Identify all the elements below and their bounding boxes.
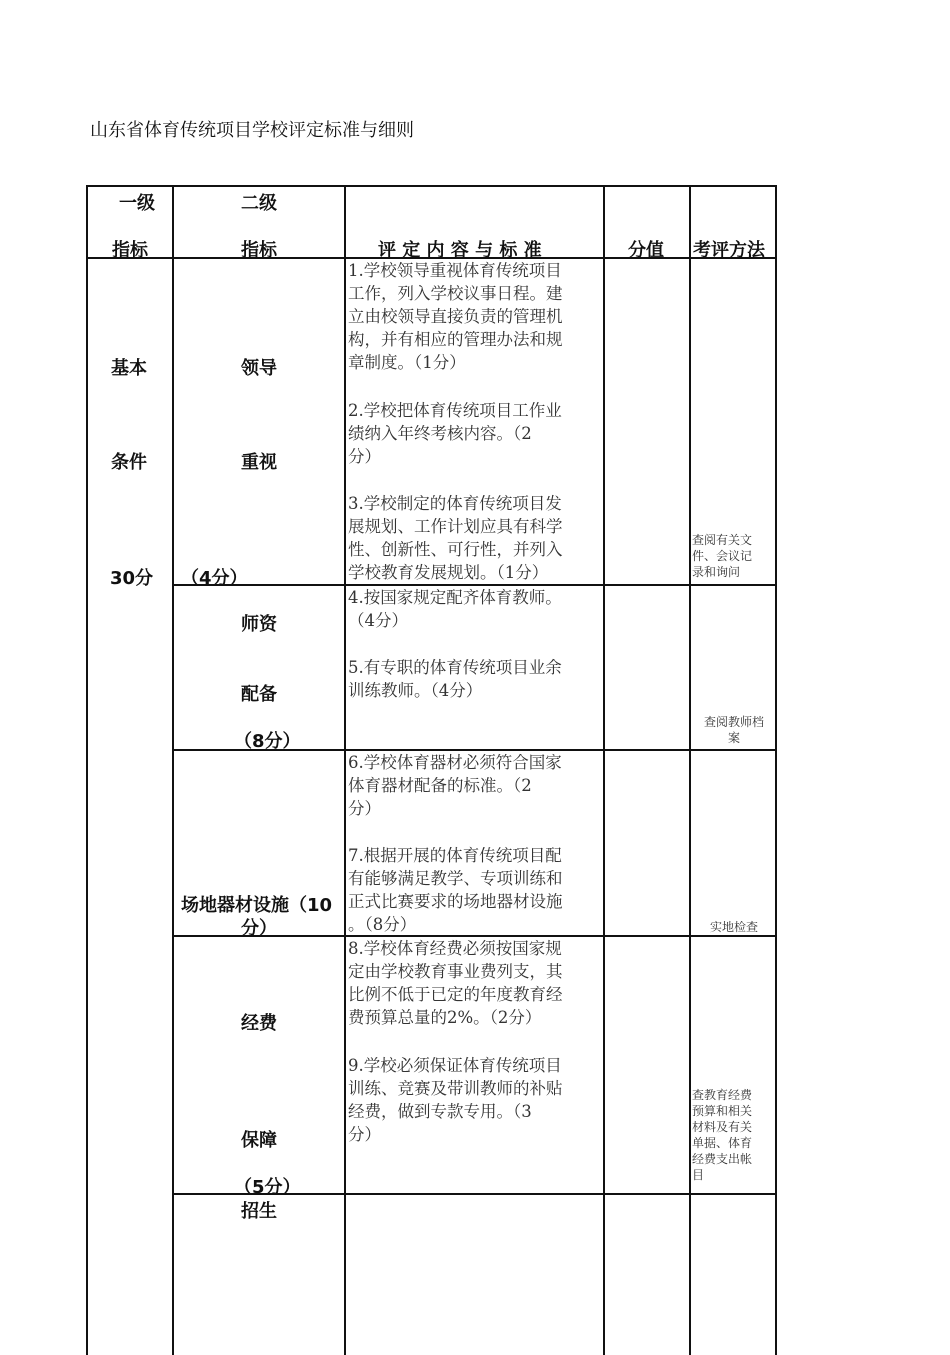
level2-label: 重视 (241, 452, 277, 473)
document-title: 山东省体育传统项目学校评定标准与细则 (90, 120, 414, 141)
header-level2-line2: 指标 (241, 240, 277, 261)
header-content-standard: 评 定 内 容 与 标 准 (378, 240, 542, 261)
header-level1-line1: 一级 (119, 193, 155, 214)
criteria-item: 1.学校领导重视体育传统项目 工作，列入学校议事日程。建 立由校领导直接负责的管理机 构，并有相应的管理办法和规 章制度。（1分） (348, 261, 563, 372)
level2-label: 保障 (241, 1130, 277, 1151)
level2-label: 领导 (241, 358, 277, 379)
assessment-method: 查教育经费 预算和相关 材料及有关 单据、体育 经费支出帐 目 (692, 1088, 753, 1182)
header-level1-line2: 指标 (112, 240, 148, 261)
level2-score: 分） (241, 918, 277, 939)
assessment-method: 查阅有关文 件、会议记 录和询问 (692, 533, 753, 579)
criteria-item: 7.根据开展的体育传统项目配 有能够满足教学、专项训练和 正式比赛要求的场地器材设施 。（8分） (348, 846, 563, 934)
level2-score: （4分） (181, 568, 248, 589)
table-border-left (86, 185, 88, 1355)
level2-score: （8分） (234, 731, 301, 752)
table-border-top (86, 185, 777, 187)
criteria-item: 5.有专职的体育传统项目业余 训练教师。（4分） (348, 658, 562, 700)
criteria-item: 6.学校体育器材必须符合国家 体育器材配备的标准。（2 分） (348, 753, 562, 818)
level2-label: 招生 (241, 1201, 277, 1222)
header-level2-line1: 二级 (241, 193, 277, 214)
header-method: 考评方法 (693, 240, 765, 261)
table-col-divider (603, 185, 605, 1355)
level2-label: 经费 (241, 1013, 277, 1034)
header-score: 分值 (628, 240, 664, 261)
table-col-divider (689, 185, 691, 1355)
table-col-divider (344, 185, 346, 1355)
criteria-item: 9.学校必须保证体育传统项目 训练、竞赛及带训教师的补贴 经费，做到专款专用。（3 分） (348, 1056, 563, 1144)
level1-label-line1: 基本 (111, 358, 147, 379)
level1-label-line2: 条件 (111, 452, 147, 473)
criteria-item: 4.按国家规定配齐体育教师。 （4分） (348, 588, 562, 630)
criteria-item: 3.学校制定的体育传统项目发 展规划、工作计划应具有科学 性、创新性、可行性，并列入 学校教育发展规划。（1分） (348, 494, 563, 582)
level2-label: 场地器材设施（10 (181, 895, 333, 916)
criteria-item: 8.学校体育经费必须按国家规 定由学校教育事业费列支，其 比例不低于已定的年度教育经 费预算总量的2%。（2分） (348, 939, 563, 1027)
level2-score: （5分） (234, 1177, 301, 1198)
level1-label-line3: 30分 (110, 568, 154, 589)
assessment-method: 查阅教师档 案 (703, 715, 764, 745)
assessment-method: 实地检查 (709, 920, 758, 934)
level2-label: 师资 (241, 614, 277, 635)
criteria-item: 2.学校把体育传统项目工作业 绩纳入年终考核内容。（2 分） (348, 401, 562, 466)
table-col-divider (172, 185, 174, 1355)
level2-label: 配备 (241, 684, 277, 705)
